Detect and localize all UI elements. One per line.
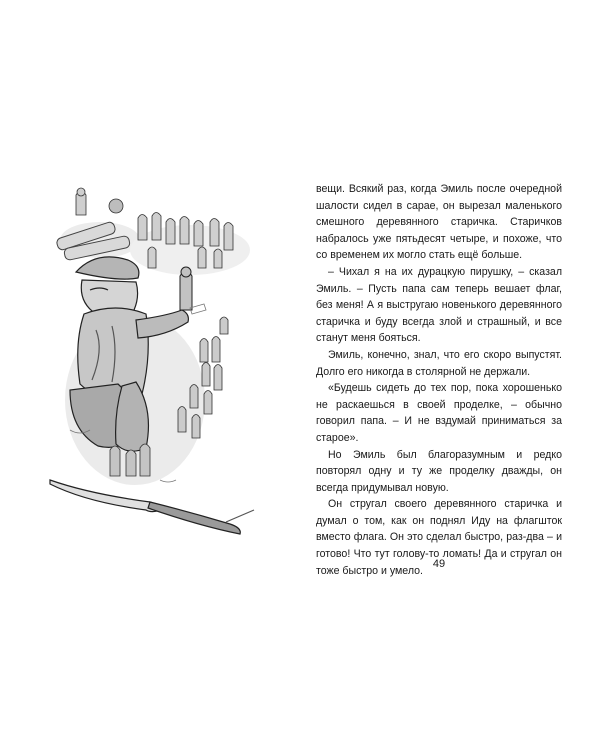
paragraph: вещи. Всякий раз, когда Эмиль после очередной шалости сидел в сарае, он вырезал маленького смешного деревянного старичка. Старичков набралось уже пятьдесят четыре, и похоже, что со временем их могло стать ещё больше.	[316, 183, 562, 262]
text-column	[316, 181, 562, 579]
paragraph: «Будешь сидеть до тех пор, пока хорошенько не раскаешься в своей проделке, – обычно говорил папа. – И не вздумай приниматься за старое».	[316, 382, 562, 444]
paragraph: – Чихал я на их дурацкую пирушку, – сказал Эмиль. – Пусть папа сам теперь вешает флаг, без меня! А я выстругаю новенького деревянного старичка и буду всегда злой и страшный, и все станут меня бояться.	[316, 265, 562, 345]
paragraph: Но Эмиль был благоразумным и редко повторял одну и ту же проделку дважды, он всегда придумывал новую.	[316, 448, 562, 494]
paragraph: Он стругал своего деревянного старичка и думал о том, как он поднял Иду на флагшток вместо флага. Он это сделал быстро, раз-два – и готово! Что тут голову-то ломать! Да и стругал он тоже быстро и умело.	[316, 498, 562, 577]
boy-carving-wooden-figures-illustration	[40, 180, 290, 540]
page-number: 49	[432, 558, 446, 570]
paragraph: Эмиль, конечно, знал, что его скоро выпустят. Долго его никогда в столярной не держали.	[316, 348, 562, 378]
